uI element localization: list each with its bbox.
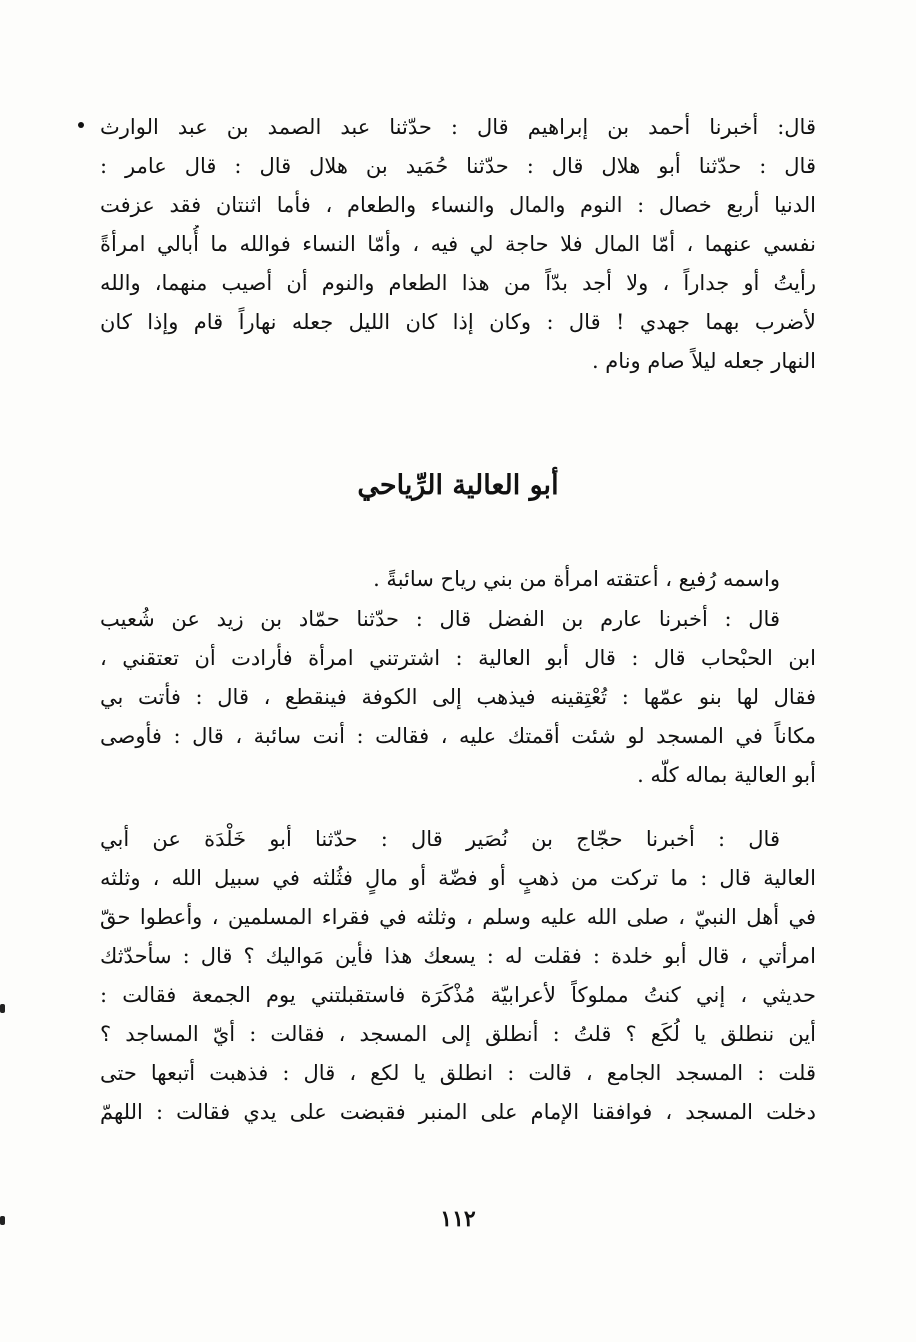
paragraph-emancipation (100, 600, 816, 795)
text-line: العالية قال : ما تركت من ذهبٍ أو فضّة أو مالٍ فثُلثه في سبيل الله ، وثلثه (100, 866, 816, 890)
text-line: حديثي ، إني كنتُ مملوكاً لأعرابيّة مُذْكَرَة فاستقبلتني يوم الجمعة فقالت : (100, 983, 816, 1007)
text-line: قال: أخبرنا أحمد بن إبراهيم قال : حدّثنا عبد الصمد بن عبد الوارث (100, 115, 816, 139)
text-line: في أهل النبيّ ، صلى الله عليه وسلم ، وثلثه في فقراء المسلمين ، وأعطوا حقّ (100, 905, 816, 929)
edge-mark (0, 1004, 5, 1013)
text-line: لأضرب بهما جهدي ! قال : وكان إذا كان الليل جعله نهاراً قام وإذا كان (100, 310, 816, 334)
text-line: الدنيا أربع خصال : النوم والمال والنساء والطعام ، فأما اثنتان فقد عزفت (100, 193, 816, 217)
text-line: دخلت المسجد ، فوافقنا الإمام على المنبر فقبضت على يدي فقالت : اللهمّ (100, 1100, 816, 1124)
section-heading: أبو العالية الرِّياحي (357, 470, 559, 501)
text-line: واسمه رُفيع ، أعتقته امرأة من بني رياح سائبةً . (373, 567, 780, 591)
text-line: امرأتي ، قال أبو خلدة : فقلت له : يسعك هذا فأين مَواليك ؟ قال : سأحدّثك (100, 944, 816, 968)
text-line: رأيتُ أو جداراً ، ولا أجد بدّاً من هذا الطعام والنوم أن أصيب منهما، والله (100, 271, 816, 295)
text-line: قال : أخبرنا حجّاج بن نُصَير قال : حدّثنا أبو خَلْدَة عن أبي (100, 827, 780, 851)
text-line: نفسي عنهما ، أمّا المال فلا حاجة لي فيه ، وأمّا النساء فوالله ما أُبالي امرأةً (100, 232, 816, 256)
text-line: النهار جعله ليلاً صام ونام . (591, 349, 816, 373)
text-line: مكاناً في المسجد لو شئت أقمتك عليه ، فقالت : أنت سائبة ، قال : فأوصى (100, 724, 816, 748)
text-line: أبو العالية بماله كلّه . (637, 763, 816, 787)
text-line: قلت : المسجد الجامع ، قالت : انطلق يا لكع ، قال : فذهبت أتبعها حتى (100, 1061, 816, 1085)
text-line: قال : أخبرنا عارم بن الفضل قال : حدّثنا حمّاد بن زيد عن شُعيب (100, 607, 780, 631)
paragraph-name (100, 560, 816, 599)
paragraph-bequest (100, 820, 816, 1132)
margin-dot (78, 122, 84, 128)
text-line: قال : حدّثنا أبو هلال قال : حدّثنا حُمَيد بن هلال قال : قال عامر : (100, 154, 816, 178)
text-line: أين ننطلق يا لُكَع ؟ قلتُ : أنطلق إلى المسجد ، فقالت : أيّ المساجد ؟ (100, 1022, 816, 1046)
paragraph-amir-hadith (100, 108, 816, 381)
page-number: ١١٢ (440, 1206, 476, 1232)
text-line: فقال لها بنو عمّها : تُعْتِقينه فيذهب إلى الكوفة فينقطع ، قال : فأتت بي (100, 685, 816, 709)
text-line: ابن الحبْحاب قال : قال أبو العالية : اشترتني امرأة فأرادت أن تعتقني ، (100, 646, 816, 670)
